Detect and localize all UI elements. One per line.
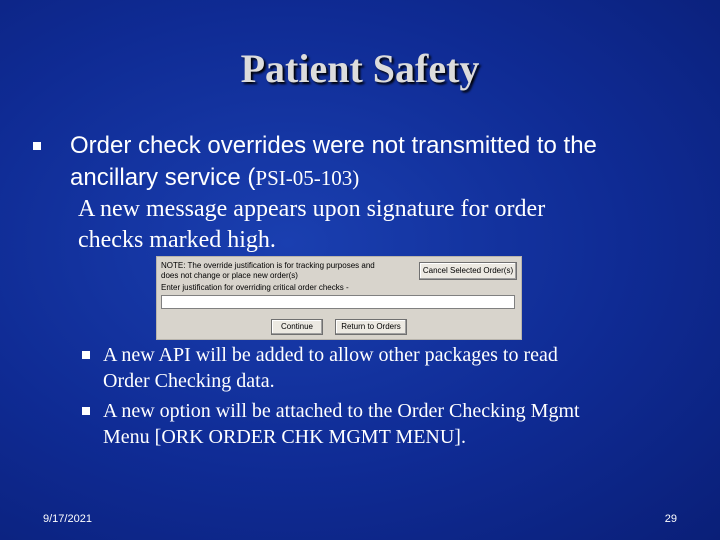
bullet-square-icon: [33, 142, 41, 150]
main-bullet-line1: Order check overrides were not transmitted to the: [70, 132, 597, 159]
footer-date: 9/17/2021: [43, 513, 92, 525]
dialog-note-line2: does not change or place new order(s): [161, 271, 298, 280]
cancel-selected-orders-button[interactable]: Cancel Selected Order(s): [419, 262, 517, 280]
continue-button[interactable]: Continue: [271, 319, 323, 335]
sub-bullet-2-line1: A new option will be attached to the Order Checking Mgmt: [103, 400, 580, 422]
justification-input[interactable]: [161, 295, 515, 309]
main-bullet-line2-ref: PSI-05-103): [255, 166, 360, 190]
sub-bullet-1-line1: A new API will be added to allow other packages to read: [103, 344, 558, 366]
main-bullet-text: [70, 130, 670, 256]
override-justification-dialog: [156, 256, 522, 340]
sub-bullet-2: [103, 398, 693, 450]
sub-bullet-square-icon: [82, 407, 90, 415]
slide-title: Patient Safety: [240, 46, 480, 91]
return-to-orders-button[interactable]: Return to Orders: [335, 319, 407, 335]
sub-bullet-1-line2: Order Checking data.: [103, 370, 275, 392]
dialog-note: [161, 261, 411, 281]
sub-bullet-square-icon: [82, 351, 90, 359]
sub-bullet-1: [103, 342, 693, 394]
sub-bullet-2-line2: Menu [ORK ORDER CHK MGMT MENU].: [103, 426, 466, 448]
dialog-note-line1: NOTE: The override justification is for tracking purposes and: [161, 261, 375, 270]
main-bullet-line3: A new message appears upon signature for order: [78, 196, 546, 222]
justification-label: Enter justification for overriding critical order checks -: [161, 283, 349, 292]
main-bullet-line2-start: ancillary service (: [70, 164, 256, 191]
main-bullet-line4: checks marked high.: [78, 227, 276, 253]
footer-page-number: 29: [664, 513, 677, 525]
